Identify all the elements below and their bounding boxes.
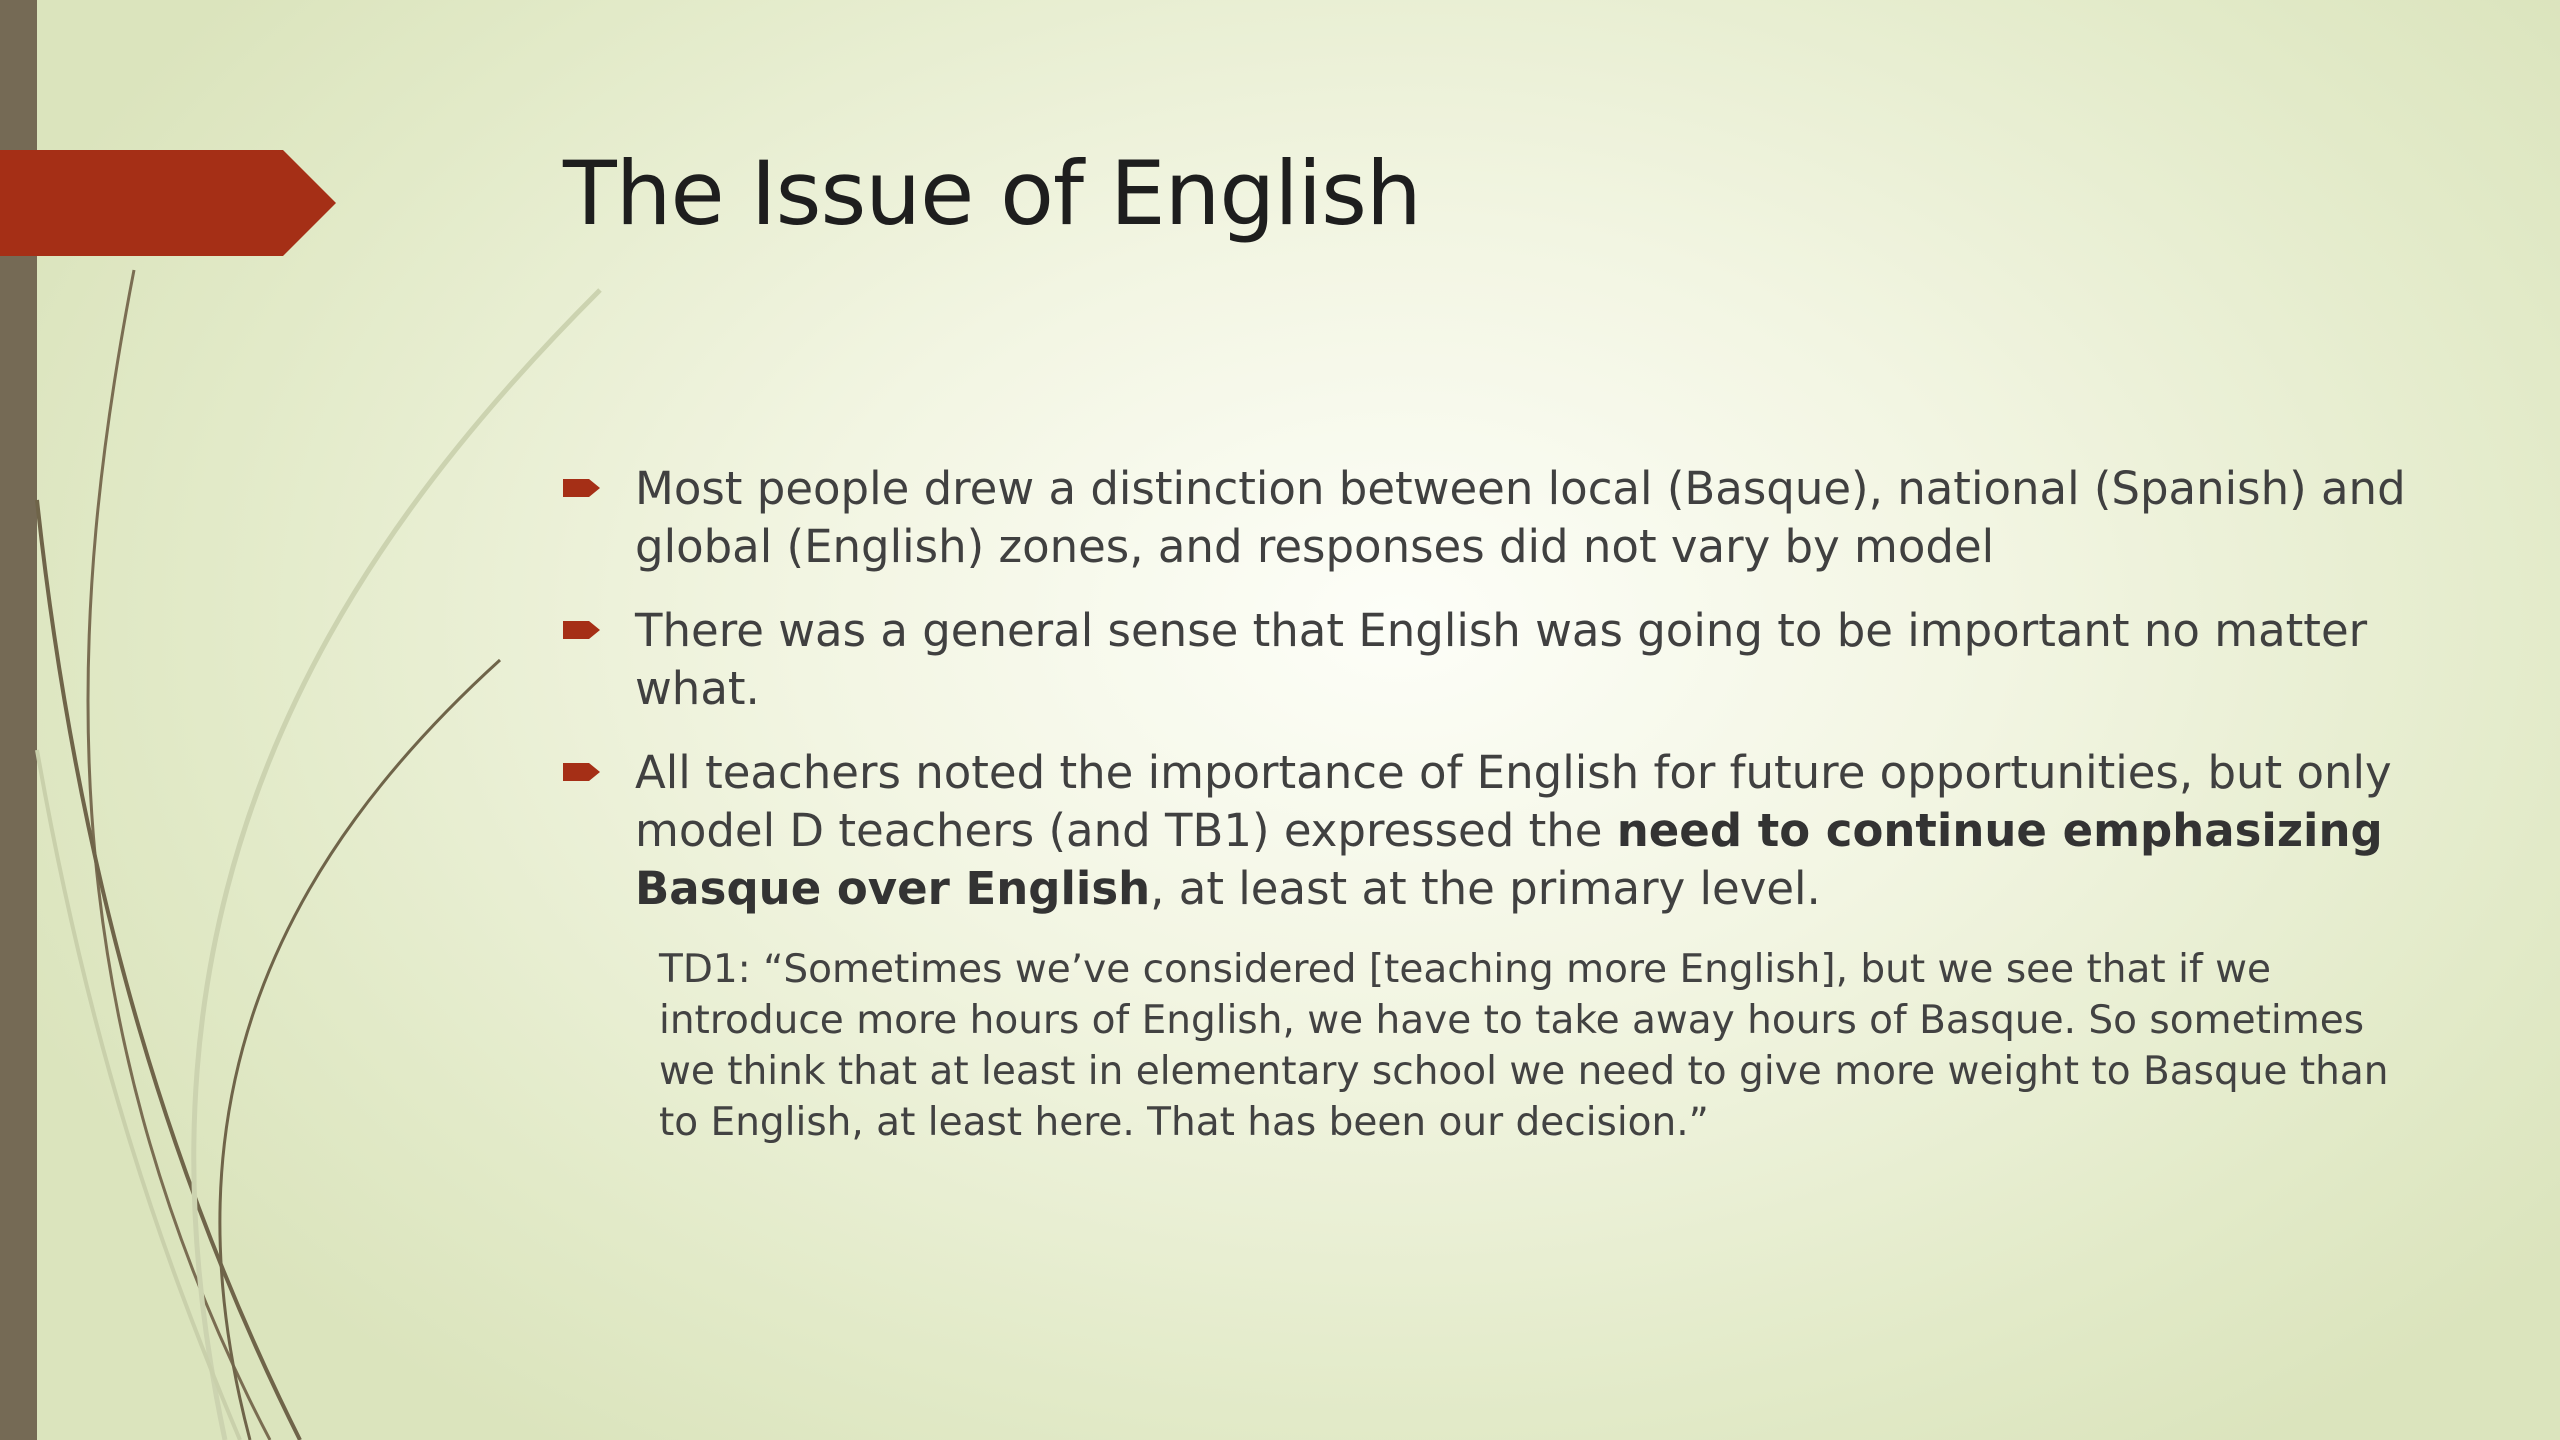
decor-curve-4 xyxy=(194,290,600,1440)
arrow-bullet-icon xyxy=(563,476,603,500)
slide-title: The Issue of English xyxy=(563,142,1421,245)
decor-curve-1 xyxy=(88,270,270,1440)
bullet-item xyxy=(563,460,2413,576)
bullet-item xyxy=(563,602,2413,718)
arrow-bullet-icon xyxy=(563,760,603,784)
title-arrow-shape xyxy=(0,0,340,300)
bullet-text-end: , at least at the primary level. xyxy=(1150,862,1821,915)
bullet-item xyxy=(563,744,2413,918)
bullet-emphasis: need to continue emphasizing Basque over English xyxy=(635,804,2383,915)
decor-curve-5 xyxy=(37,750,240,1440)
slide-content xyxy=(563,460,2413,1148)
bullet-text: Most people drew a distinction between local (Basque), national (Spanish) and global (English) zones, and responses did not vary by model xyxy=(635,462,2406,573)
bullet-text: There was a general sense that English was going to be important no matter what. xyxy=(635,604,2368,715)
teacher-quote: TD1: “Sometimes we’ve considered [teaching more English], but we see that if we introduce more hours of English, we have to take away hours of Basque. So sometimes we think that at least in elementary school we need to give more weight to Basque than to English, at least here. That has been our decision.” xyxy=(659,947,2389,1145)
decor-curve-2 xyxy=(37,500,300,1440)
arrow-bullet-icon xyxy=(563,618,603,642)
bullet-text: All teachers noted the importance of English for future opportunities, but only model D teachers (and TB1) expressed the xyxy=(635,746,2392,857)
